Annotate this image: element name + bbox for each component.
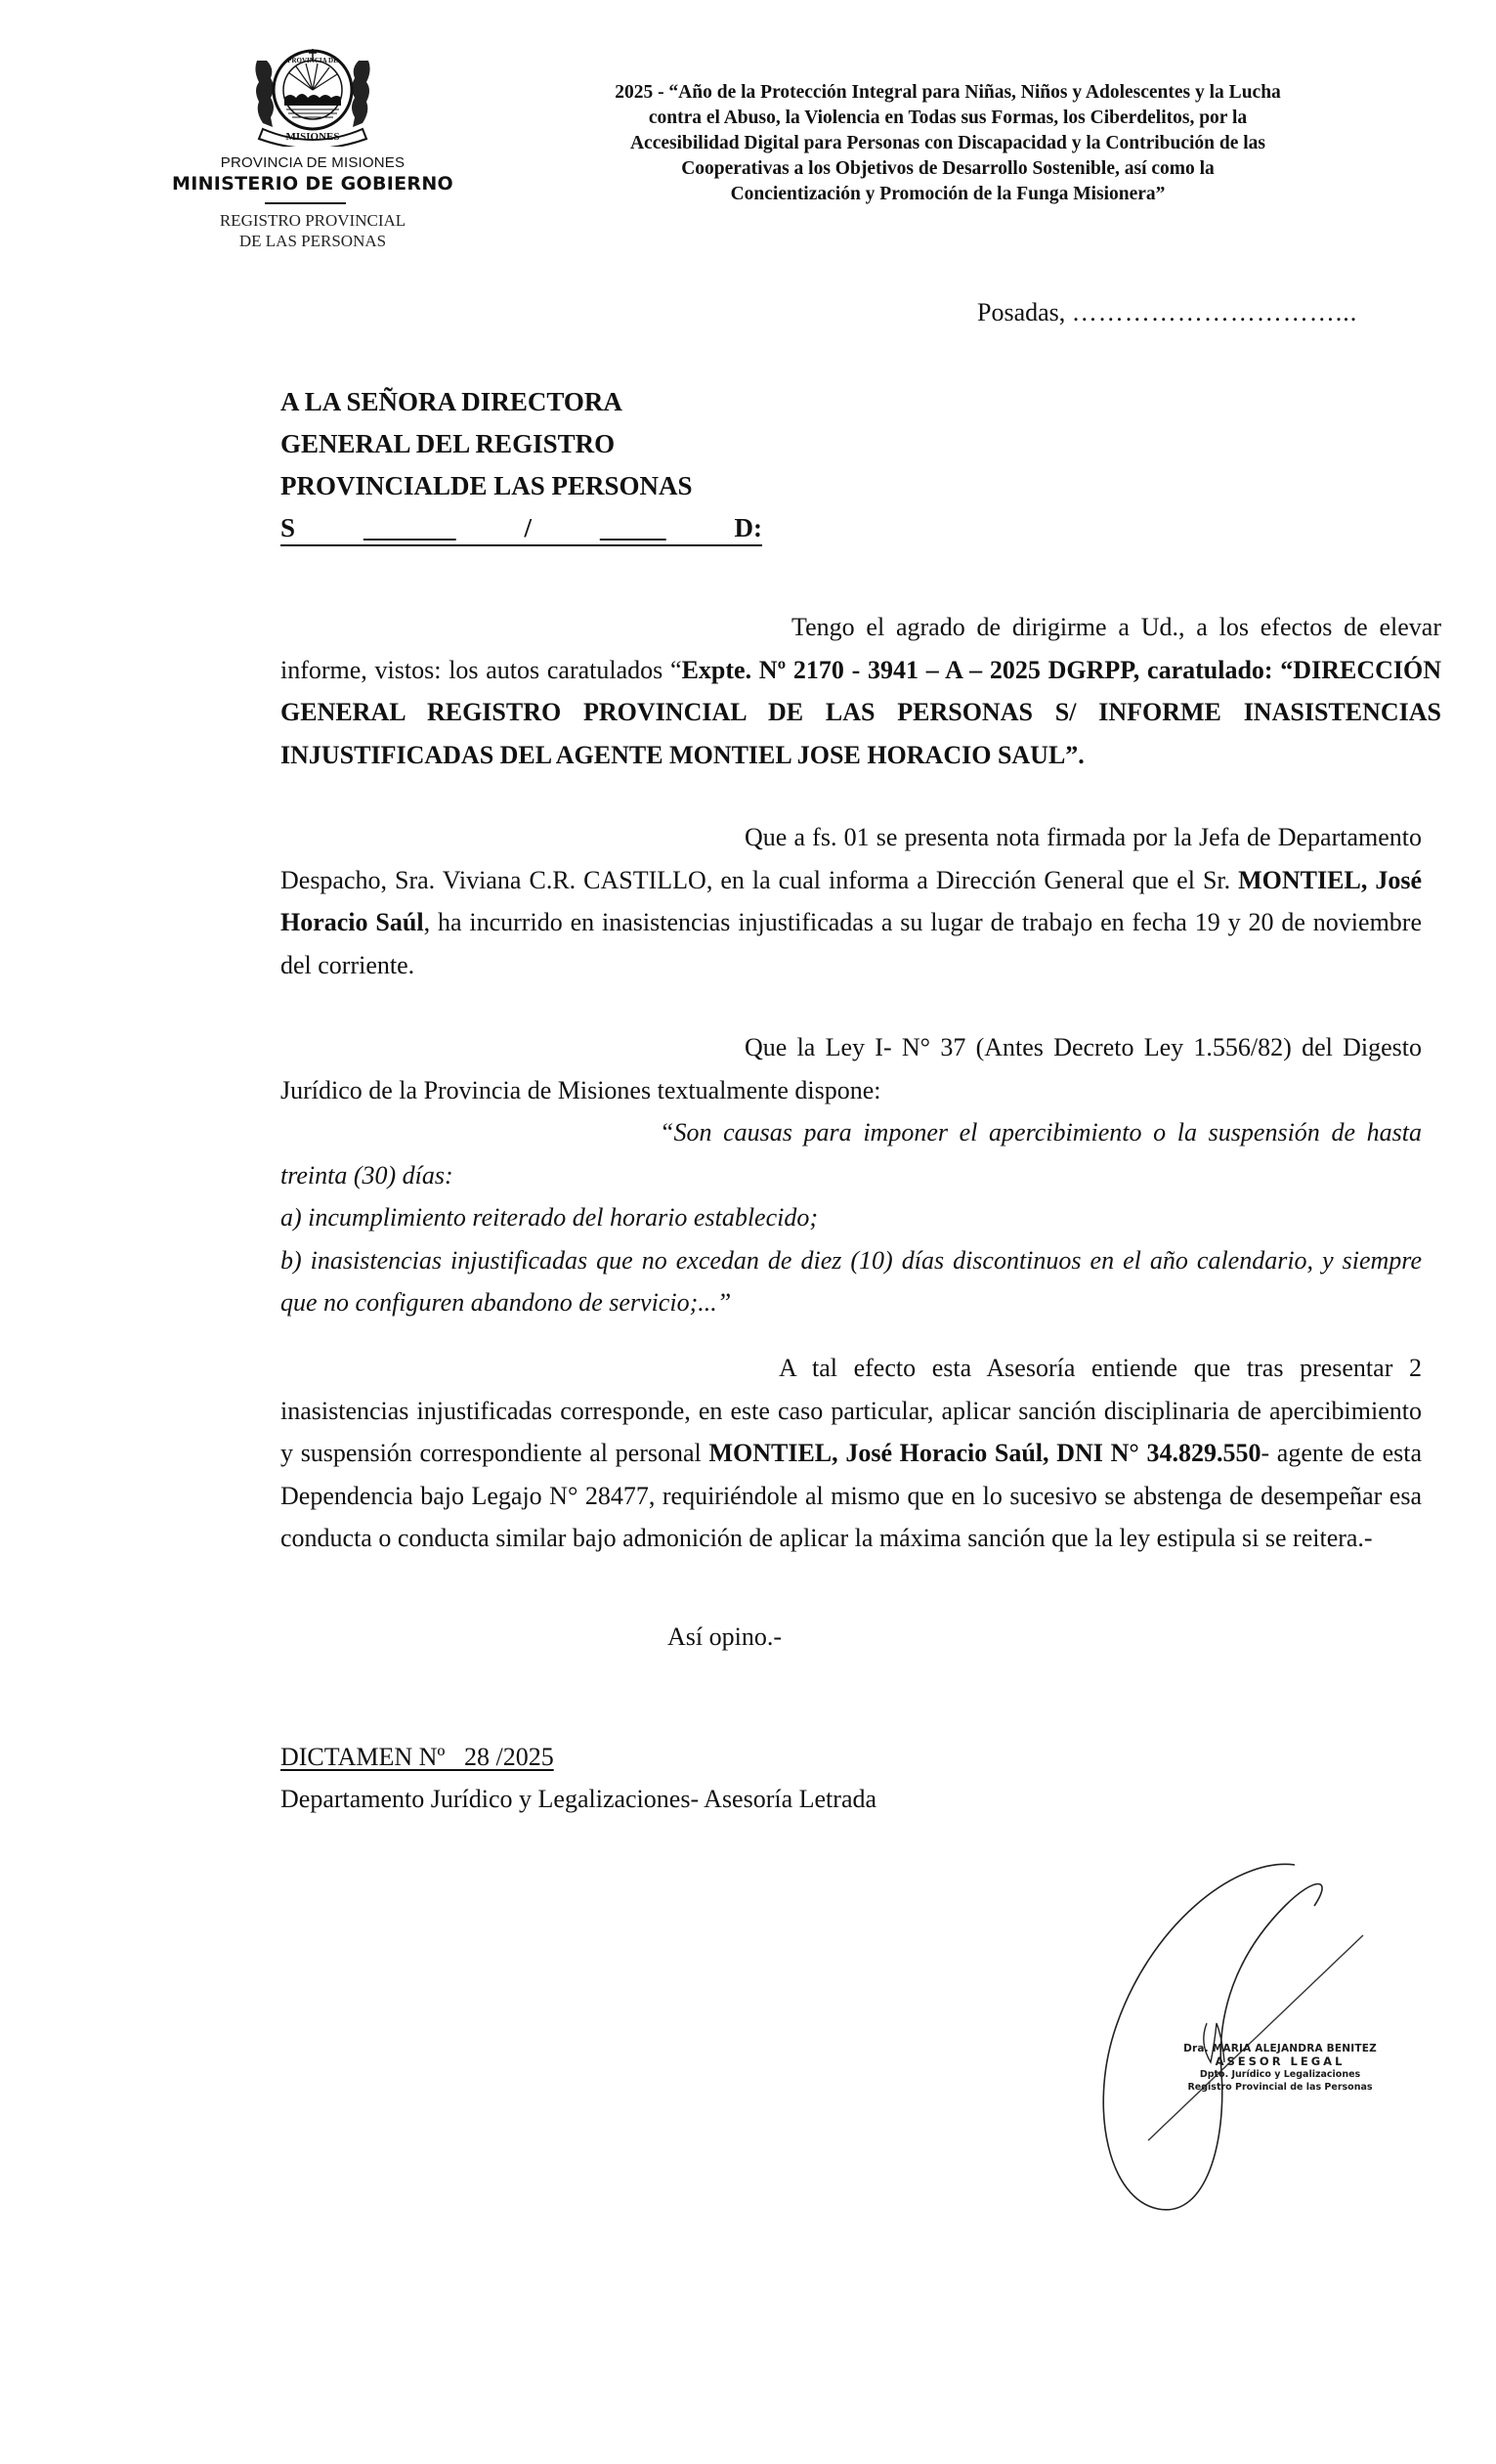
sd-blank: _______ [363,513,456,542]
signer-title: ASESOR LEGAL [1215,2054,1346,2068]
agent-identification: MONTIEL, José Horacio Saúl, DNI N° 34.829.550 [708,1439,1261,1467]
signature-block [1090,1847,1392,2238]
opinion-text: A tal efecto esta Asesoría entiende que tras presentar 2 inasistencias injustificadas corresponde, en este caso particular, aplicar sanción disciplinaria de apercibimiento y suspensión correspondiente al personal [280,1354,1422,1467]
law-quote: “Son causas para imponer el apercibimiento o la suspensión de hasta treinta (30) días: [280,1118,1422,1189]
law-intro: Que la Ley I- N° 37 (Antes Decreto Ley 1.556/82) del Digesto Jurídico de la Provincia de Misiones textualmente dispone: [280,1033,1422,1104]
letterhead-divider [265,202,346,204]
addressee-line: PROVINCIALDE LAS PERSONAS [280,471,693,500]
addressee-line: GENERAL DEL REGISTRO [280,429,616,458]
facts-text: Que a fs. 01 se presenta nota firmada por la Jefa de Departamento Despacho, Sra. Viviana C.R. CASTILLO, en la cual informa a Dirección General que el Sr. [280,823,1422,894]
sd-blank: _____ [600,513,666,542]
addressee-block [280,381,789,546]
office-name-line2: DE LAS PERSONAS [238,232,387,250]
official-stamp [1168,2043,1392,2094]
province-name: PROVINCIA DE MISIONES [220,154,406,171]
sd-left: S [280,513,296,542]
motto-line: contra el Abuso, la Violencia en Todas sus Formas, los Ciberdelitos, por la [648,108,1248,128]
motto-line: Cooperativas a los Objetivos de Desarrollo Sostenible, así como la [681,158,1215,179]
case-reference: Expte. Nº 2170 - 3941 – A – 2025 DGRPP, caratulado: “DIRECCIÓN GENERAL REGISTRO PROVINCIAL DE LAS PERSONAS S/ INFORME INASISTENCIAS INJUSTIFICADAS DEL AGENTE MONTIEL JOSE HORACIO SAUL”. [280,655,1441,769]
law-quote-b: b) inasistencias injustificadas que no excedan de diez (10) días discontinuos en el año calendario, y siempre que no configuren abandono de servicio;...” [280,1245,1422,1317]
office-name-line1: REGISTRO PROVINCIAL [219,211,406,230]
department-name: Departamento Jurídico y Legalizaciones- Asesoría Letrada [280,1785,877,1813]
city-label: Posadas, [977,298,1066,326]
intro-text: Tengo el agrado de dirigirme a Ud., a los efectos de elevar informe, vistos: los autos caratulados “ [280,613,1441,684]
opinion-text: - agente de esta Dependencia bajo Legajo N° 28477, requiriéndole al mismo que en lo sucesivo se abstenga de desempeñar esa conducta o conducta similar bajo admonición de aplicar la máxima sanción que la ley estipula si se reitera.- [280,1439,1422,1552]
letterhead-logo [147,29,479,254]
sd-slash: / [524,513,533,542]
motto-line: 2025 - “Año de la Protección Integral para Niñas, Niños y Adolescentes y la Lucha [615,82,1281,103]
sd-right: D: [734,513,762,542]
place-date [977,298,1357,327]
law-quote-a: a) incumplimiento reiterado del horario establecido; [280,1203,818,1232]
year-motto [508,80,1388,207]
facts-text: , ha incurrido en inasistencias injustificadas a su lugar de trabajo en fecha 19 y 20 de noviembre del corriente. [280,908,1422,979]
dictamen-number: DICTAMEN Nº 28 /2025 [280,1743,554,1771]
opinion-paragraph [280,1347,1422,1560]
intro-paragraph [280,606,1441,776]
signer-department: Dpto. Jurídico y Legalizaciones [1199,2069,1361,2080]
motto-line: Accesibilidad Digital para Personas con Discapacidad y la Contribución de las [629,133,1266,153]
facts-paragraph [280,816,1432,986]
addressee-line: A LA SEÑORA DIRECTORA [280,387,622,416]
law-paragraph [280,1026,1422,1324]
provincial-crest-icon [249,41,376,147]
agent-name: MONTIEL, José Horacio Saúl [280,865,1422,936]
date-placeholder: …………………………... [1071,298,1358,326]
signer-name: Dra. MARIA ALEJANDRA BENITEZ [1183,2043,1377,2054]
motto-line: Concientización y Promoción de la Funga Misionera” [730,184,1166,204]
sd-line [280,507,762,546]
svg-text:MISIONES: MISIONES [285,131,340,143]
signer-office: Registro Provincial de las Personas [1187,2082,1373,2093]
ministry-name: MINISTERIO DE GOBIERNO [172,173,453,195]
closing-statement: Así opino.- [667,1622,782,1651]
svg-text:PROVINCIA DE: PROVINCIA DE [287,57,338,65]
